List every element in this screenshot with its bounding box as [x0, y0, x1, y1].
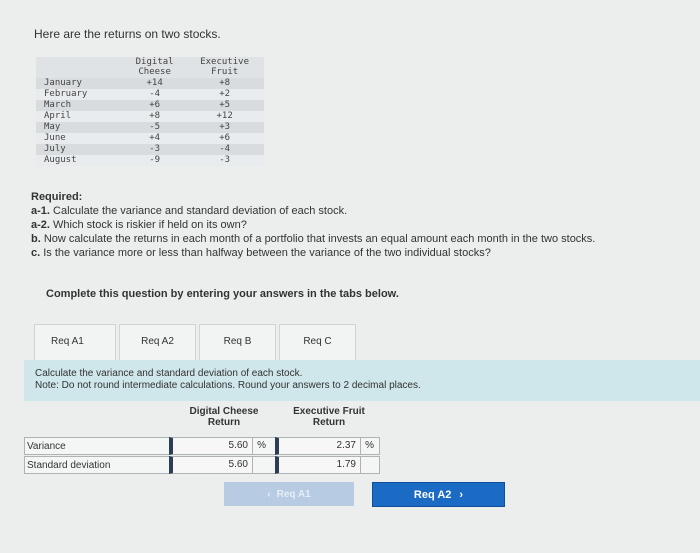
answer-row-standard-deviation	[24, 456, 380, 474]
tab-req-a1[interactable]: Req A1	[34, 324, 116, 361]
digital-cell: +4	[124, 133, 185, 144]
required-key: c.	[31, 247, 41, 259]
tab-req-c[interactable]: Req C	[279, 324, 356, 361]
cell-value: 1.79	[336, 459, 356, 470]
month-cell: June	[36, 133, 124, 144]
stddev-executive-input[interactable]	[275, 456, 361, 474]
tab-bar	[34, 324, 356, 361]
executive-cell: +5	[185, 100, 264, 111]
executive-cell: +2	[185, 89, 264, 100]
digital-cell: +6	[124, 100, 185, 111]
percent-unit: %	[257, 440, 266, 451]
table-row	[36, 155, 264, 166]
digital-cell: -4	[124, 89, 185, 100]
required-key: a-1.	[31, 205, 50, 217]
executive-cell: +8	[185, 78, 264, 89]
row-label: Standard deviation	[27, 460, 111, 471]
chevron-right-icon: ›	[459, 488, 464, 501]
digital-cell: +8	[124, 111, 185, 122]
table-row	[36, 144, 264, 155]
digital-cell: -5	[124, 122, 185, 133]
month-cell: August	[36, 155, 124, 166]
month-cell: July	[36, 144, 124, 155]
header-blank	[36, 57, 124, 78]
header-executive-line1: Executive	[200, 57, 249, 67]
next-label: Req A2	[413, 488, 452, 501]
month-cell: March	[36, 100, 124, 111]
header-digital-line2: Cheese	[138, 67, 171, 77]
required-item-c	[31, 246, 595, 260]
required-text: Which stock is riskier if held on its own?	[49, 219, 247, 231]
next-req-a2-button[interactable]	[372, 482, 505, 507]
header-digital-line1: Digital	[135, 57, 174, 67]
required-section	[31, 190, 595, 260]
executive-cell: -3	[185, 155, 264, 166]
month-cell: February	[36, 89, 124, 100]
required-title: Required:	[31, 191, 83, 203]
intro-text: Here are the returns on two stocks.	[34, 27, 221, 41]
col-head-line: Return	[312, 417, 346, 428]
complete-instruction: Complete this question by entering your answers in the tabs below.	[46, 288, 399, 300]
digital-cell: -9	[124, 155, 185, 166]
executive-cell: -4	[185, 144, 264, 155]
chevron-left-icon: ‹	[267, 488, 271, 500]
required-text: Calculate the variance and standard deviation of each stock.	[49, 205, 348, 217]
executive-cell: +12	[185, 111, 264, 122]
month-cell: January	[36, 78, 124, 89]
table-row	[36, 122, 264, 133]
col-head-line: Return	[207, 417, 241, 428]
cell-value: 5.60	[228, 440, 248, 451]
prev-req-a1-button[interactable]	[224, 482, 354, 506]
variance-digital-input[interactable]	[169, 437, 266, 455]
required-item-a2	[31, 218, 595, 232]
executive-cell: +3	[185, 122, 264, 133]
digital-cell: +14	[124, 78, 185, 89]
returns-table	[36, 57, 264, 166]
col-head-line: Digital Cheese	[189, 406, 259, 417]
variance-executive-input[interactable]	[275, 437, 374, 455]
required-key: b.	[31, 233, 41, 245]
stddev-digital-input[interactable]	[169, 456, 253, 474]
header-executive-fruit	[185, 57, 264, 78]
instruction-line-2: Note: Do not round intermediate calculations. Round your answers to 2 decimal places.	[35, 380, 421, 391]
table-row	[36, 78, 264, 89]
returns-header-row	[36, 57, 264, 78]
col-head-executive-fruit	[278, 406, 380, 428]
table-row	[36, 100, 264, 111]
instruction-panel	[24, 360, 700, 401]
header-executive-line2: Fruit	[211, 67, 239, 77]
col-head-digital-cheese	[172, 406, 276, 428]
required-item-a1	[31, 204, 595, 218]
tab-req-b[interactable]: Req B	[199, 324, 276, 361]
table-row	[36, 89, 264, 100]
required-text: Is the variance more or less than halfway between the variance of the two individual stocks?	[40, 247, 491, 259]
required-text: Now calculate the returns in each month of a portfolio that invests an equal amount each month in the two stocks.	[40, 233, 596, 245]
table-row	[36, 111, 264, 122]
prev-label: Req A1	[276, 488, 311, 500]
digital-cell: -3	[124, 144, 185, 155]
required-item-b	[31, 232, 595, 246]
executive-cell: +6	[185, 133, 264, 144]
header-digital-cheese	[124, 57, 185, 78]
col-head-line: Executive Fruit	[293, 406, 365, 417]
answer-row-variance	[24, 437, 380, 455]
cell-value: 2.37	[336, 440, 356, 451]
table-row	[36, 133, 264, 144]
instruction-line-1: Calculate the variance and standard deviation of each stock.	[35, 368, 303, 379]
month-cell: April	[36, 111, 124, 122]
cell-value: 5.60	[228, 459, 248, 470]
tab-req-a2[interactable]: Req A2	[119, 324, 196, 361]
month-cell: May	[36, 122, 124, 133]
row-label: Variance	[27, 441, 66, 452]
percent-unit: %	[365, 440, 374, 451]
required-key: a-2.	[31, 219, 50, 231]
